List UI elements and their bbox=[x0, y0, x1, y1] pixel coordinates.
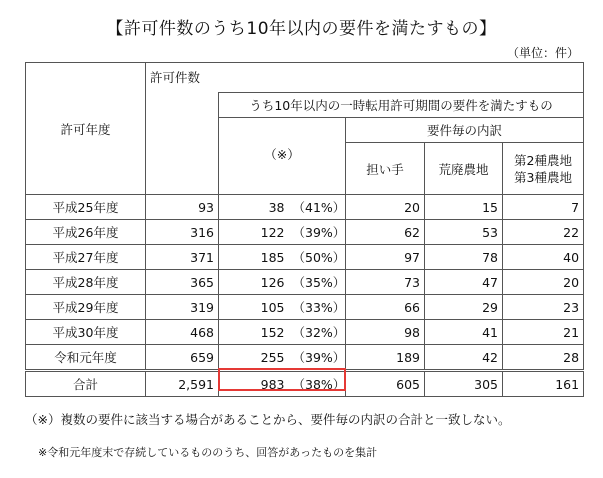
year-cell: 平成30年度 bbox=[26, 320, 146, 345]
type23-cell: 22 bbox=[503, 220, 584, 245]
kouhai-cell: 53 bbox=[425, 220, 503, 245]
within-cell: 152 bbox=[219, 320, 289, 345]
kouhai-cell: 15 bbox=[425, 195, 503, 220]
type23-cell: 40 bbox=[503, 245, 584, 270]
pct-cell: （33%） bbox=[289, 295, 346, 320]
total-pct: （38%） bbox=[289, 371, 346, 397]
header-kouhai: 荒廃農地 bbox=[425, 143, 503, 195]
within-cell: 105 bbox=[219, 295, 289, 320]
year-cell: 平成25年度 bbox=[26, 195, 146, 220]
total-within: 983 bbox=[219, 371, 289, 397]
pct-cell: （32%） bbox=[289, 320, 346, 345]
table-row bbox=[26, 220, 584, 245]
permits-cell: 319 bbox=[146, 295, 219, 320]
ninaite-cell: 66 bbox=[346, 295, 425, 320]
ninaite-cell: 97 bbox=[346, 245, 425, 270]
footnote-2: ※令和元年度末で存続しているもののうち、回答があったものを集計 bbox=[38, 446, 378, 459]
kouhai-cell: 29 bbox=[425, 295, 503, 320]
header-ninaite: 担い手 bbox=[346, 143, 425, 195]
ninaite-cell: 98 bbox=[346, 320, 425, 345]
permits-cell: 93 bbox=[146, 195, 219, 220]
permits-cell: 316 bbox=[146, 220, 219, 245]
table-row bbox=[26, 195, 584, 220]
table-row bbox=[26, 320, 584, 345]
within-cell: 126 bbox=[219, 270, 289, 295]
within-cell: 122 bbox=[219, 220, 289, 245]
table-row bbox=[26, 270, 584, 295]
header-breakdown: 要件毎の内訳 bbox=[346, 118, 584, 143]
page-title: 【許可件数のうち10年以内の要件を満たすもの】 bbox=[106, 19, 497, 39]
type23-cell: 7 bbox=[503, 195, 584, 220]
permits-cell: 365 bbox=[146, 270, 219, 295]
permits-cell: 468 bbox=[146, 320, 219, 345]
year-cell: 平成26年度 bbox=[26, 220, 146, 245]
ninaite-cell: 73 bbox=[346, 270, 425, 295]
type23-cell: 28 bbox=[503, 345, 584, 371]
total-type23: 161 bbox=[503, 371, 584, 397]
ninaite-cell: 20 bbox=[346, 195, 425, 220]
total-label: 合計 bbox=[26, 371, 146, 397]
year-cell: 平成28年度 bbox=[26, 270, 146, 295]
pct-cell: （35%） bbox=[289, 270, 346, 295]
header-mark: （※） bbox=[219, 118, 346, 195]
header-year: 許可年度 bbox=[26, 63, 146, 195]
year-cell: 平成29年度 bbox=[26, 295, 146, 320]
ninaite-cell: 189 bbox=[346, 345, 425, 371]
kouhai-cell: 78 bbox=[425, 245, 503, 270]
permit-table bbox=[25, 62, 584, 397]
header-type23-line2: 第3種農地 bbox=[514, 169, 572, 185]
total-permits: 2,591 bbox=[146, 371, 219, 397]
permits-cell: 659 bbox=[146, 345, 219, 371]
table-row bbox=[26, 245, 584, 270]
year-cell: 令和元年度 bbox=[26, 345, 146, 371]
total-ninaite: 605 bbox=[346, 371, 425, 397]
pct-cell: （41%） bbox=[289, 195, 346, 220]
highlight-box bbox=[218, 368, 346, 391]
within-cell: 185 bbox=[219, 245, 289, 270]
footnote-1: （※）複数の要件に該当する場合があることから、要件毎の内訳の合計と一致しない。 bbox=[25, 412, 511, 427]
kouhai-cell: 42 bbox=[425, 345, 503, 371]
pct-cell: （50%） bbox=[289, 245, 346, 270]
kouhai-cell: 47 bbox=[425, 270, 503, 295]
type23-cell: 20 bbox=[503, 270, 584, 295]
header-within10: うち10年以内の一時転用許可期間の要件を満たすもの bbox=[219, 93, 584, 118]
header-type23 bbox=[503, 143, 584, 195]
within-cell: 38 bbox=[219, 195, 289, 220]
within-cell: 255 bbox=[219, 345, 289, 371]
unit-label: （単位：件） bbox=[506, 46, 579, 60]
table-row bbox=[26, 345, 584, 371]
pct-cell: （39%） bbox=[289, 345, 346, 371]
year-cell: 平成27年度 bbox=[26, 245, 146, 270]
permits-cell: 371 bbox=[146, 245, 219, 270]
type23-cell: 21 bbox=[503, 320, 584, 345]
header-type23-line1: 第2種農地 bbox=[514, 152, 572, 168]
header-permits: 許可件数 bbox=[146, 63, 584, 93]
type23-cell: 23 bbox=[503, 295, 584, 320]
total-kouhai: 305 bbox=[425, 371, 503, 397]
ninaite-cell: 62 bbox=[346, 220, 425, 245]
pct-cell: （39%） bbox=[289, 220, 346, 245]
table-row bbox=[26, 295, 584, 320]
kouhai-cell: 41 bbox=[425, 320, 503, 345]
